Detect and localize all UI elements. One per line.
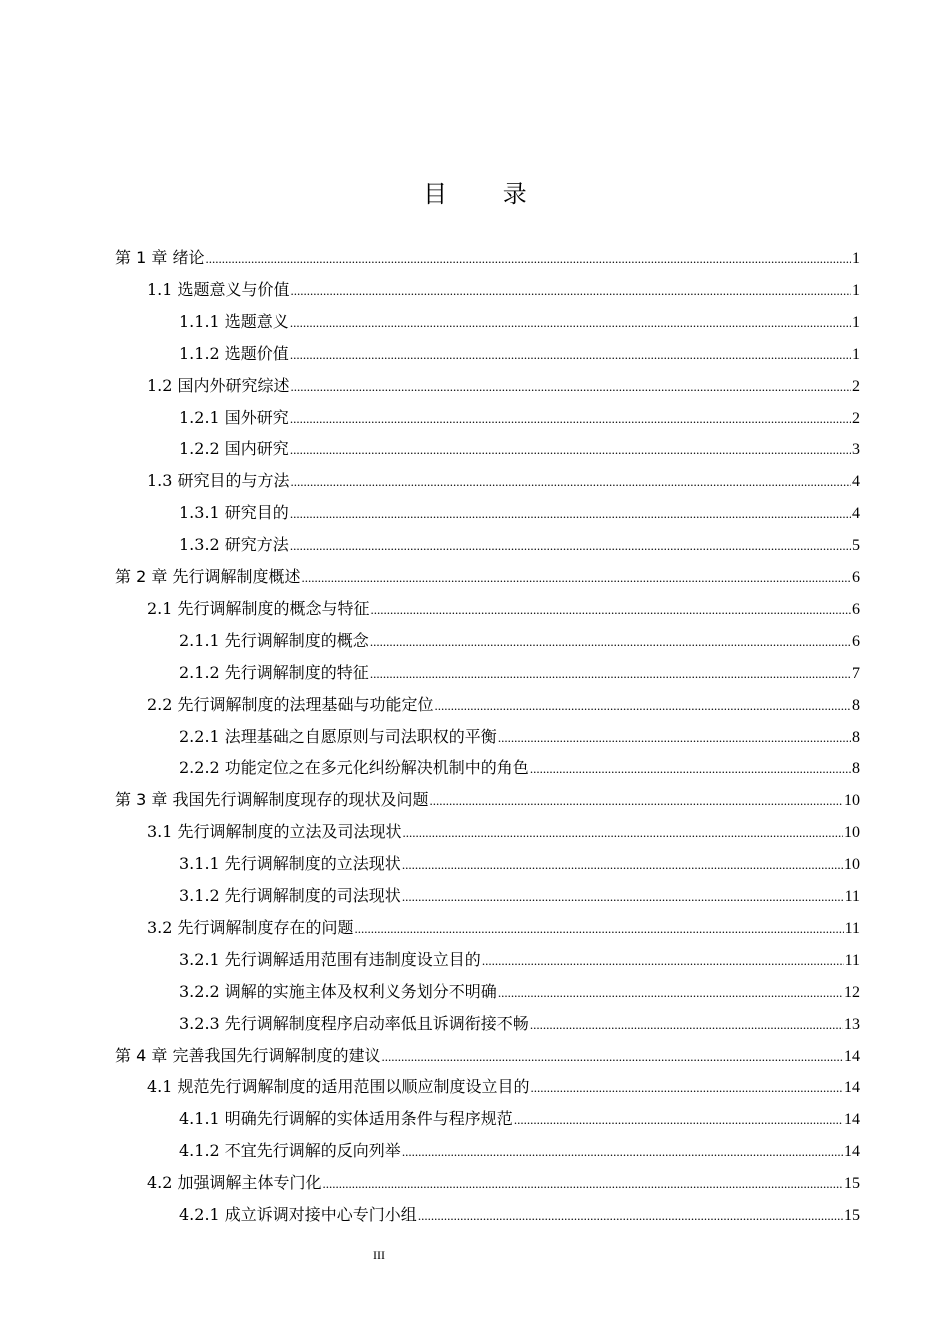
toc-entry-page: 7	[852, 665, 860, 682]
toc-entry-title: 第 4 章 完善我国先行调解制度的建议	[115, 1046, 381, 1065]
toc-entry-title: 2.1 先行调解制度的概念与特征	[147, 599, 370, 618]
page-title: 目 录	[423, 180, 551, 208]
toc-entry-page: 5	[852, 537, 860, 554]
toc-entry-page: 8	[852, 760, 860, 777]
toc-entry[interactable]	[147, 468, 860, 494]
toc-entry[interactable]	[179, 851, 860, 877]
toc-entry-title: 1.1 选题意义与价值	[147, 280, 290, 299]
toc-dot-leader	[355, 916, 844, 942]
toc-dot-leader	[371, 597, 851, 623]
toc-dot-leader	[498, 725, 851, 751]
toc-entry-page: 6	[852, 633, 860, 650]
toc-entry[interactable]	[179, 755, 860, 781]
toc-entry-title: 第 2 章 先行调解制度概述	[115, 567, 301, 586]
toc-entry-page: 11	[844, 920, 860, 937]
toc-dot-leader	[403, 820, 843, 846]
toc-entry-title: 1.3.2 研究方法	[179, 535, 289, 554]
toc-entry-page: 15	[844, 1175, 860, 1192]
toc-dot-leader	[402, 1139, 843, 1165]
toc-dot-leader	[531, 1075, 843, 1101]
toc-dot-leader	[290, 501, 851, 527]
toc-entry-title: 3.1 先行调解制度的立法及司法现状	[147, 822, 402, 841]
page-number: III	[373, 1248, 385, 1262]
toc-entry-page: 4	[852, 505, 860, 522]
toc-entry-page: 1	[852, 314, 860, 331]
toc-entry[interactable]	[179, 341, 860, 367]
toc-entry-page: 1	[852, 346, 860, 363]
toc-entry-title: 1.2 国内外研究综述	[147, 376, 290, 395]
toc-entry-title: 1.1.1 选题意义	[179, 312, 289, 331]
toc-entry-title: 3.1.2 先行调解制度的司法现状	[179, 886, 401, 905]
toc-dot-leader	[429, 788, 843, 814]
toc-entry[interactable]	[179, 724, 860, 750]
toc-entry[interactable]	[179, 532, 860, 558]
toc-entry-title: 第 1 章 绪论	[115, 248, 205, 267]
toc-entry-page: 14	[844, 1048, 860, 1065]
toc-entry-title: 2.1.2 先行调解制度的特征	[179, 663, 369, 682]
toc-dot-leader	[323, 1171, 843, 1197]
toc-dot-leader	[418, 1203, 843, 1229]
toc-entry-title: 4.2.1 成立诉调对接中心专门小组	[179, 1205, 417, 1224]
toc-entry[interactable]	[179, 660, 860, 686]
toc-entry[interactable]	[179, 405, 860, 431]
toc-entry-page: 10	[844, 856, 860, 873]
toc-entry-title: 1.1.2 选题价值	[179, 344, 289, 363]
toc-entry-page: 6	[852, 569, 860, 586]
toc-dot-leader	[290, 342, 851, 368]
toc-dot-leader	[290, 437, 851, 463]
toc-entry[interactable]	[179, 436, 860, 462]
toc-entry-title: 3.1.1 先行调解制度的立法现状	[179, 854, 401, 873]
toc-dot-leader	[205, 246, 851, 272]
toc-dot-leader	[514, 1107, 843, 1133]
toc-entry[interactable]	[147, 915, 860, 941]
toc-entry-page: 11	[844, 888, 860, 905]
toc-entry-page: 4	[852, 473, 860, 490]
toc-entry-page: 1	[852, 250, 860, 267]
toc-dot-leader	[290, 310, 851, 336]
toc-entry-title: 4.1.2 不宜先行调解的反向列举	[179, 1141, 401, 1160]
toc-entry-title: 3.2.2 调解的实施主体及权利义务划分不明确	[179, 982, 497, 1001]
toc-entry-title: 3.2.1 先行调解适用范围有违制度设立目的	[179, 950, 481, 969]
toc-dot-leader	[498, 980, 843, 1006]
toc-entry[interactable]	[147, 373, 860, 399]
toc-entry[interactable]	[115, 787, 860, 813]
toc-entry[interactable]	[179, 309, 860, 335]
toc-entry-title: 2.2.1 法理基础之自愿原则与司法职权的平衡	[179, 727, 497, 746]
toc-entry[interactable]	[147, 692, 860, 718]
toc-entry-title: 3.2.3 先行调解制度程序启动率低且诉调衔接不畅	[179, 1014, 529, 1033]
toc-entry[interactable]	[179, 947, 860, 973]
toc-entry[interactable]	[179, 979, 860, 1005]
toc-entry-title: 3.2 先行调解制度存在的问题	[147, 918, 354, 937]
toc-entry[interactable]	[179, 1106, 860, 1132]
toc-entry[interactable]	[179, 500, 860, 526]
toc-entry-title: 1.2.2 国内研究	[179, 439, 289, 458]
toc-entry[interactable]	[179, 628, 860, 654]
toc-entry-page: 14	[844, 1111, 860, 1128]
toc-dot-leader	[402, 852, 843, 878]
toc-entry[interactable]	[147, 277, 860, 303]
toc-dot-leader	[290, 406, 851, 432]
toc-entry-page: 14	[844, 1079, 860, 1096]
toc-entry-title: 4.1.1 明确先行调解的实体适用条件与程序规范	[179, 1109, 513, 1128]
toc-entry-page: 8	[852, 697, 860, 714]
toc-entry[interactable]	[115, 1043, 860, 1069]
toc-entry[interactable]	[179, 1011, 860, 1037]
toc-entry[interactable]	[147, 1074, 860, 1100]
toc-entry-page: 13	[844, 1016, 860, 1033]
toc-dot-leader	[290, 533, 851, 559]
toc-dot-leader	[291, 469, 851, 495]
toc-entry-page: 12	[844, 984, 860, 1001]
toc-dot-leader	[370, 661, 851, 687]
toc-entry-page: 6	[852, 601, 860, 618]
toc-entry[interactable]	[179, 1202, 860, 1228]
toc-dot-leader	[381, 1044, 843, 1070]
toc-entry-page: 1	[852, 282, 860, 299]
toc-entry[interactable]	[179, 1138, 860, 1164]
toc-entry[interactable]	[147, 819, 860, 845]
toc-dot-leader	[291, 278, 851, 304]
toc-entry-title: 4.2 加强调解主体专门化	[147, 1173, 322, 1192]
toc-entry-title: 4.1 规范先行调解制度的适用范围以顺应制度设立目的	[147, 1077, 530, 1096]
toc-entry-page: 3	[852, 441, 860, 458]
toc-dot-leader	[370, 629, 851, 655]
toc-dot-leader	[530, 756, 851, 782]
toc-entry[interactable]	[147, 596, 860, 622]
toc-dot-leader	[301, 565, 851, 591]
toc-entry-title: 2.1.1 先行调解制度的概念	[179, 631, 369, 650]
toc-entry-title: 第 3 章 我国先行调解制度现存的现状及问题	[115, 790, 429, 809]
toc-entry-title: 1.3 研究目的与方法	[147, 471, 290, 490]
toc-entry[interactable]	[179, 883, 860, 909]
toc-entry-page: 2	[852, 410, 860, 427]
toc-entry-page: 14	[844, 1143, 860, 1160]
toc-entry-title: 2.2.2 功能定位之在多元化纠纷解决机制中的角色	[179, 758, 529, 777]
toc-entry-page: 11	[844, 952, 860, 969]
toc-entry-title: 1.3.1 研究目的	[179, 503, 289, 522]
toc-entry-page: 10	[844, 824, 860, 841]
toc-entry-page: 10	[844, 792, 860, 809]
toc-dot-leader	[482, 948, 844, 974]
toc-entry[interactable]	[115, 245, 860, 271]
toc-entry[interactable]	[115, 564, 860, 590]
toc-dot-leader	[402, 884, 844, 910]
toc-entry-page: 2	[852, 378, 860, 395]
toc-entry-title: 2.2 先行调解制度的法理基础与功能定位	[147, 695, 434, 714]
toc-dot-leader	[530, 1012, 843, 1038]
toc-entry[interactable]	[147, 1170, 860, 1196]
toc-dot-leader	[435, 693, 851, 719]
toc-dot-leader	[291, 374, 851, 400]
toc-entry-page: 8	[852, 729, 860, 746]
toc-entry-page: 15	[844, 1207, 860, 1224]
toc-entry-title: 1.2.1 国外研究	[179, 408, 289, 427]
